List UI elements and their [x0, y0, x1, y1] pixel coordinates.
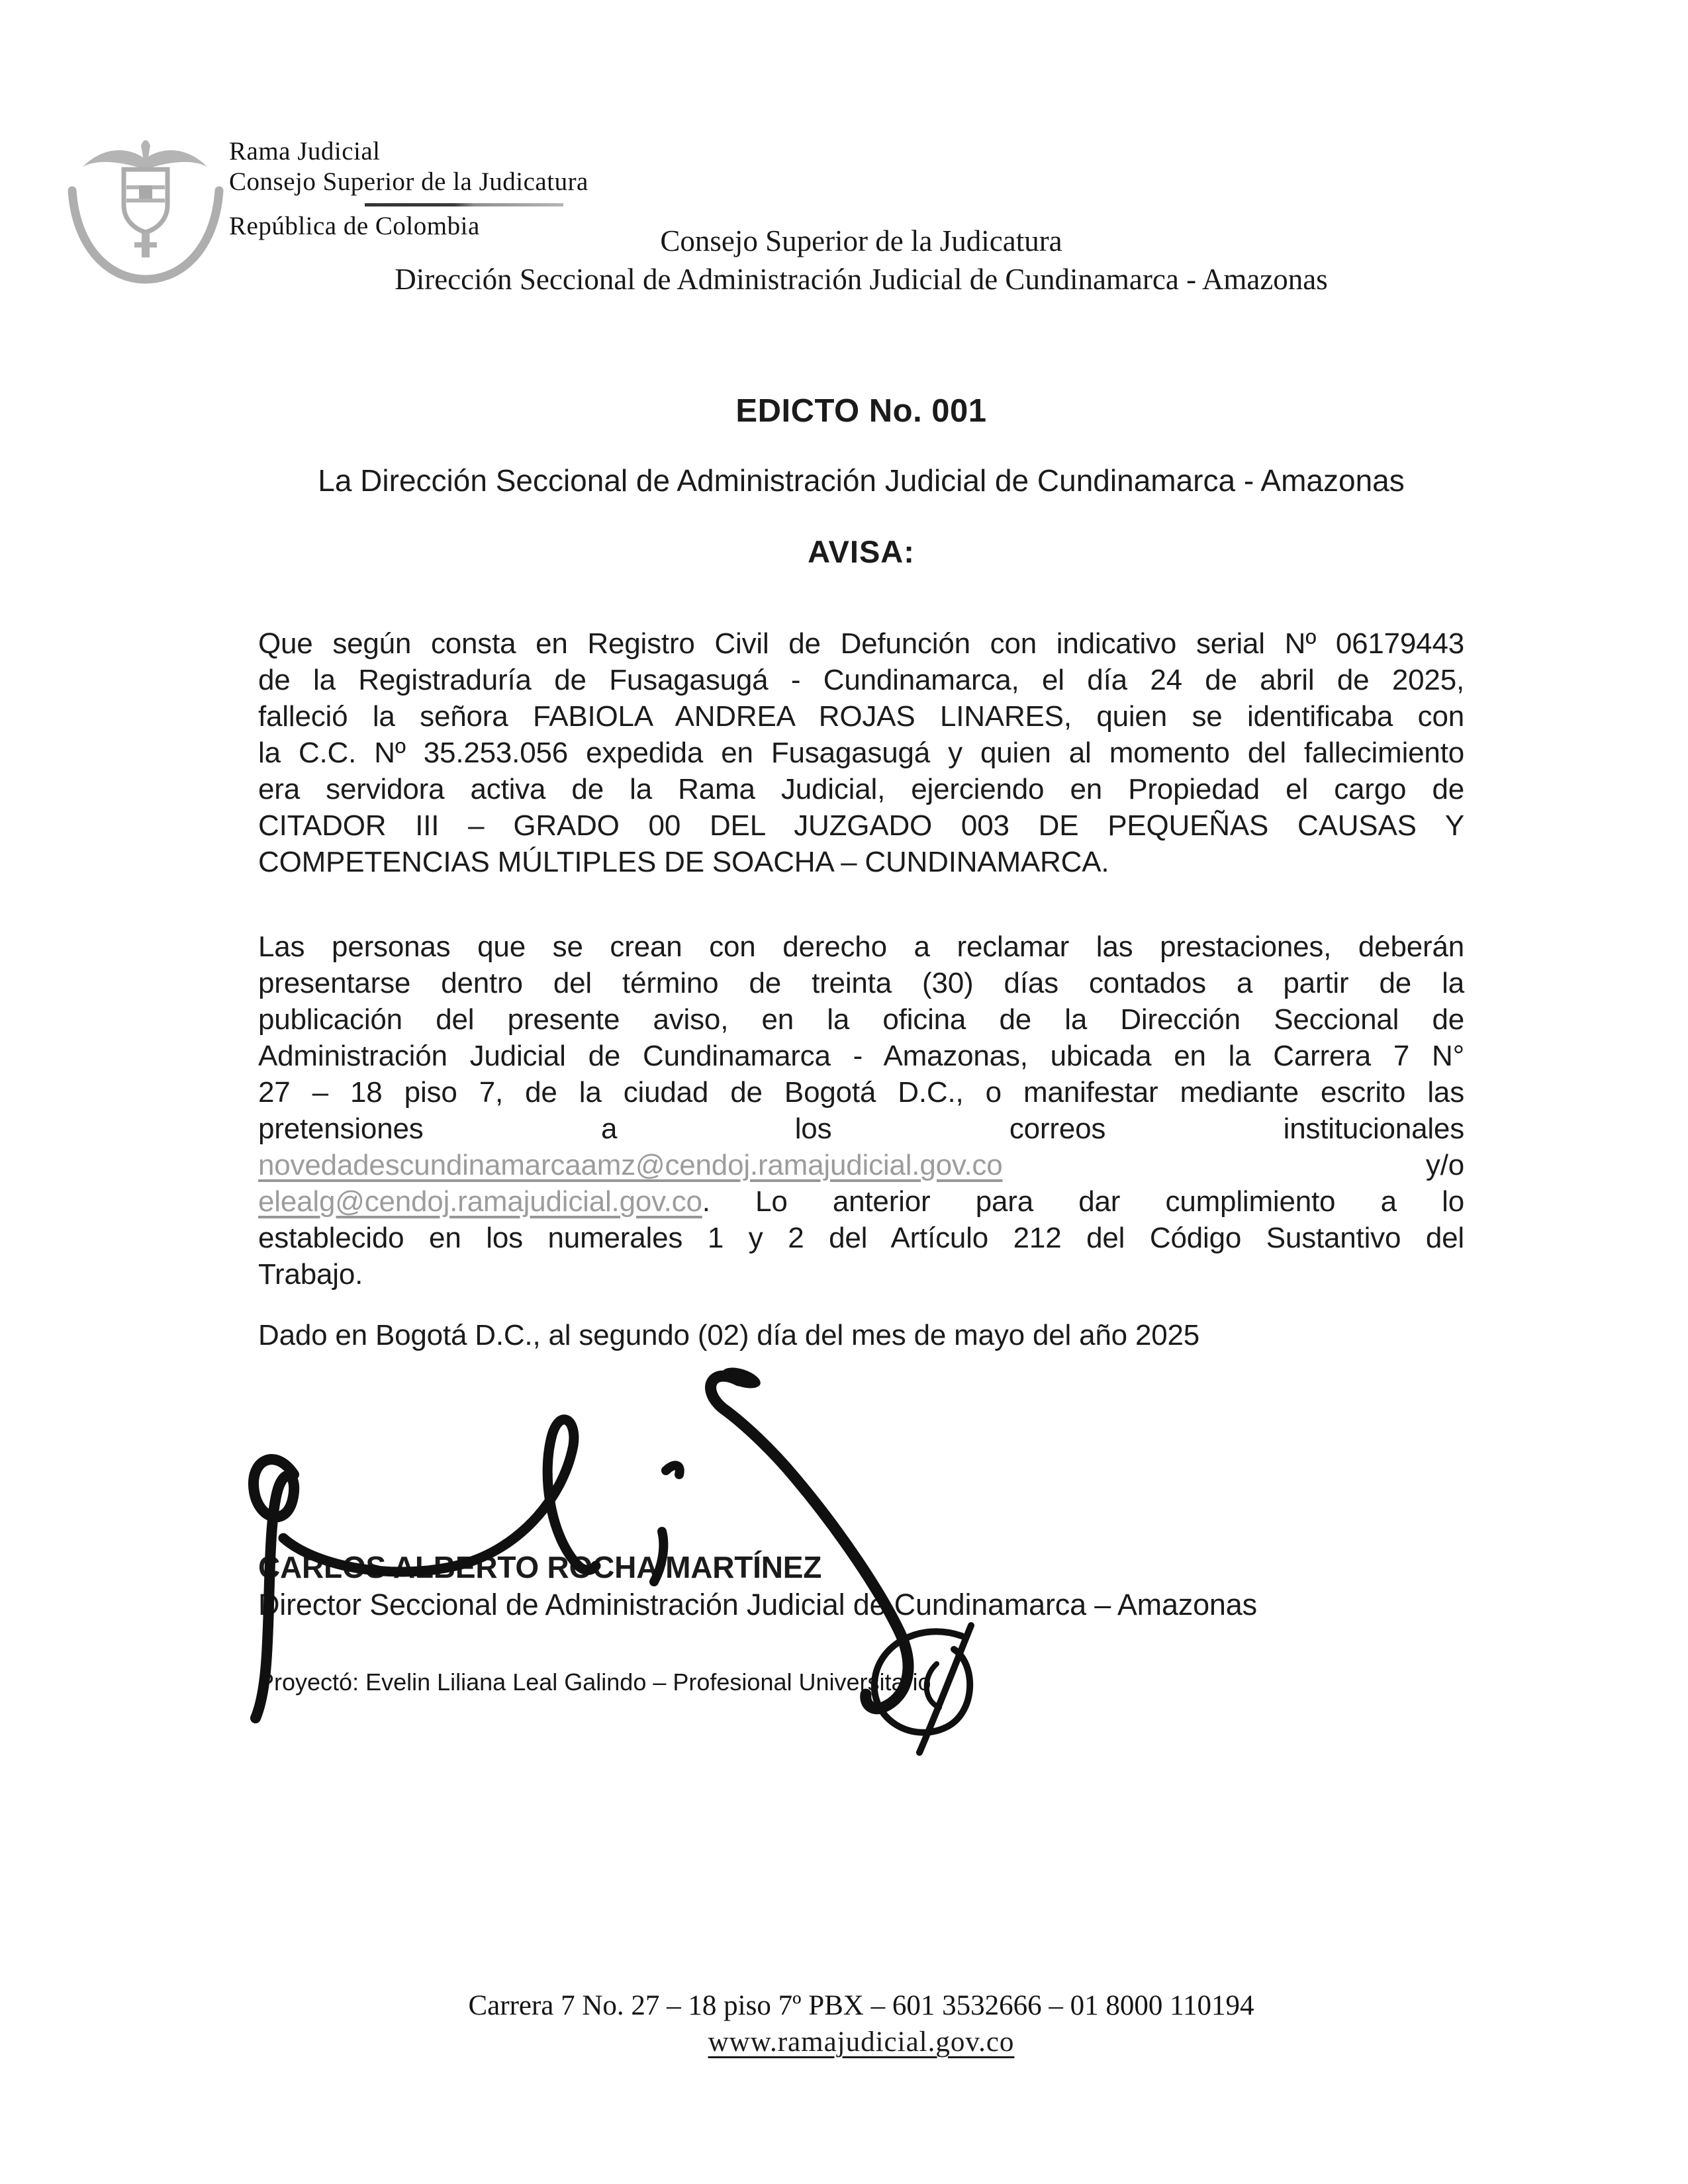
paragraph-line: Trabajo. [258, 1258, 363, 1291]
letterhead-divider [365, 203, 563, 206]
paragraph-line: pretensiones a los correos institucionales [258, 1113, 1464, 1145]
paragraph-line: Administración Judicial de Cundinamarca - Amazonas, ubicada en la Carrera 7 N° [258, 1040, 1464, 1072]
letterhead-center-line2: Dirección Seccional de Administración Judicial de Cundinamarca - Amazonas [395, 263, 1328, 296]
dated-line: Dado en Bogotá D.C., al segundo (02) día del mes de mayo del año 2025 [258, 1319, 1200, 1351]
paragraph-line: presentarse dentro del término de treinta (30) días contados a partir de la [258, 967, 1464, 999]
paragraph-1 [258, 625, 1464, 880]
email-link-institutional-2[interactable]: elealg@cendoj.ramajudicial.gov.co [258, 1185, 702, 1218]
paragraph-2 [258, 929, 1464, 1293]
paragraph-line: de la Registraduría de Fusagasugá - Cundinamarca, el día 24 de abril de 2025, [258, 664, 1464, 696]
issuer-line: La Dirección Seccional de Administración Judicial de Cundinamarca - Amazonas [318, 463, 1405, 498]
paragraph-line: COMPETENCIAS MÚLTIPLES DE SOACHA – CUNDINAMARCA. [258, 846, 1109, 878]
letterhead-council: Consejo Superior de la Judicatura [229, 167, 588, 196]
prepared-by-line: Proyectó: Evelin Liliana Leal Galindo – Profesional Universitario [258, 1668, 931, 1696]
paragraph-line: falleció la señora FABIOLA ANDREA ROJAS LINARES, quien se identificaba con [258, 700, 1464, 733]
footer-website-line [258, 2026, 1464, 2058]
coat-of-arms-icon [63, 126, 228, 291]
letterhead-center-block [258, 224, 1464, 296]
paragraph-line: CITADOR III – GRADO 00 DEL JUZGADO 003 DE PEQUEÑAS CAUSAS Y [258, 809, 1464, 842]
footer-address: Carrera 7 No. 27 – 18 piso 7º PBX – 601 3532666 – 01 8000 110194 [468, 1990, 1254, 2021]
edict-title: EDICTO No. 001 [735, 393, 987, 429]
footer-website-link[interactable]: www.ramajudicial.gov.co [708, 2026, 1015, 2058]
paragraph-line: era servidora activa de la Rama Judicial, ejerciendo en Propiedad el cargo de [258, 773, 1464, 805]
letterhead-republic: República de Colombia [229, 212, 480, 240]
paragraph-line: establecido en los numerales 1 y 2 del Artículo 212 del Código Sustantivo del [258, 1222, 1464, 1254]
paragraph-line: la C.C. Nº 35.253.056 expedida en Fusagasugá y quien al momento del fallecimiento [258, 737, 1464, 769]
email-link-institutional-1[interactable]: novedadescundinamarcaamz@cendoj.ramajudicial.gov.co [258, 1149, 1003, 1181]
after-email-text: . Lo anterior para dar cumplimiento a lo [702, 1185, 1464, 1218]
signatory-name: CARLOS ALBERTO ROCHA MARTÍNEZ [258, 1550, 822, 1584]
paragraph-line: Las personas que se crean con derecho a reclamar las prestaciones, deberán [258, 931, 1464, 963]
letterhead-branch: Rama Judicial [229, 137, 381, 165]
paragraph-line: Que según consta en Registro Civil de Defunción con indicativo serial Nº 06179443 [258, 627, 1464, 660]
paragraph-line: publicación del presente aviso, en la oficina de la Dirección Seccional de [258, 1003, 1464, 1036]
paragraph-line: 27 – 18 piso 7, de la ciudad de Bogotá D.C., o manifestar mediante escrito las [258, 1076, 1464, 1109]
signatory-title: Director Seccional de Administración Judicial de Cundinamarca – Amazonas [258, 1588, 1257, 1621]
paragraph-line-email-2 [258, 1183, 1464, 1220]
email-line-suffix: y/o [1425, 1149, 1464, 1181]
announce-heading: AVISA: [808, 534, 915, 569]
paragraph-line-email-1 [258, 1147, 1464, 1183]
letterhead-center-line1: Consejo Superior de la Judicatura [660, 224, 1062, 257]
